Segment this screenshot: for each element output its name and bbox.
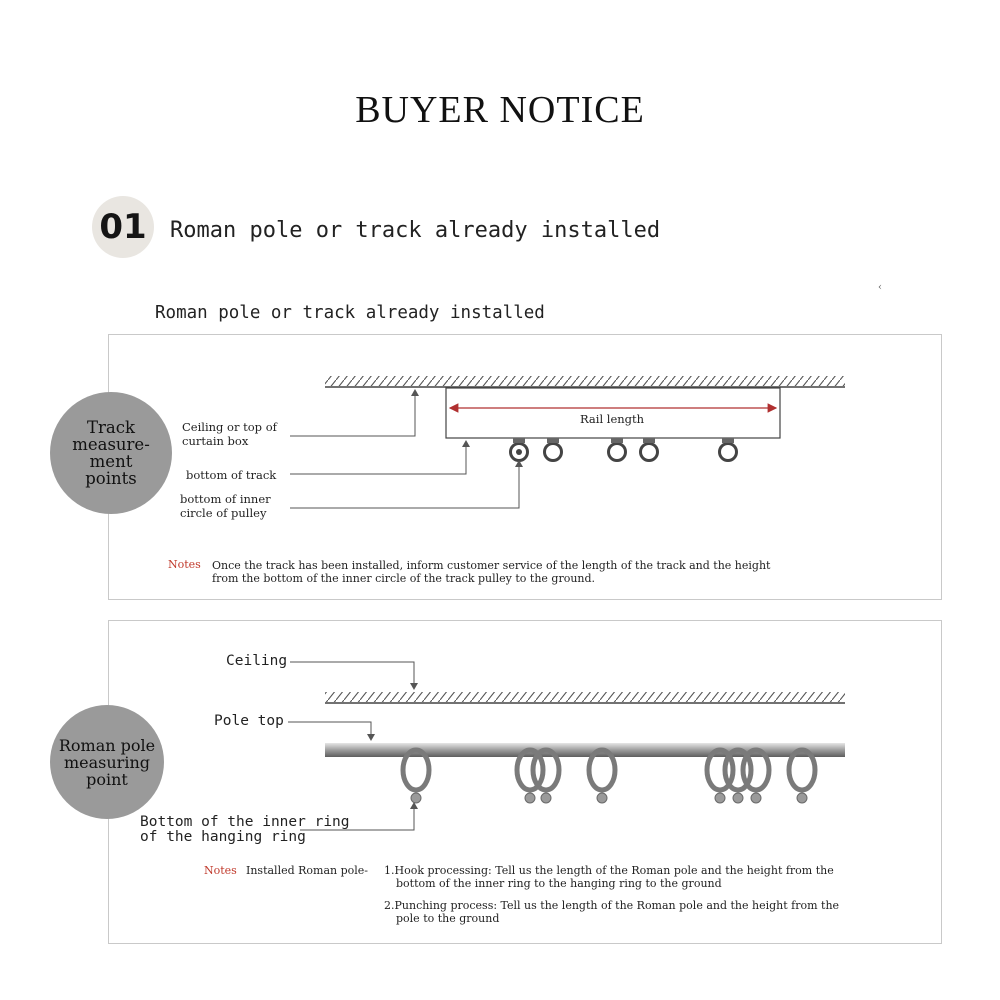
pole-notes-item-1: 1.Hook processing: Tell us the length of the Roman pole and the height from the bottom of the inner ring to the hanging ring to the ground — [384, 864, 834, 890]
hanging-ring — [403, 750, 429, 803]
hanging-ring — [589, 750, 615, 803]
circle-line: ment — [89, 452, 133, 471]
pole-top-label: Pole top — [214, 713, 284, 729]
pole-ceiling — [325, 692, 845, 703]
section-heading: Roman pole or track already installed — [170, 218, 661, 243]
hanging-ring — [517, 750, 543, 803]
track-pulleys — [511, 438, 737, 461]
circle-line: measuring — [63, 752, 150, 772]
roman-pole-measuring-point-circle — [50, 705, 164, 819]
pulley — [545, 438, 562, 461]
hanging-ring — [789, 750, 815, 803]
circle-line: Roman pole — [58, 735, 156, 755]
pulley-label: bottom of inner circle of pulley — [180, 492, 271, 520]
bottom-of-track-label: bottom of track — [186, 468, 277, 482]
pulley — [641, 438, 658, 461]
hanging-rings — [403, 750, 815, 803]
ceiling-label: Ceiling — [226, 653, 288, 669]
pulley — [609, 438, 626, 461]
circle-line: Track — [87, 418, 135, 437]
track-notes-text: Once the track has been installed, inform customer service of the length of the track and the height from the bottom of the inner circle of the track pulley to the ground. — [212, 559, 771, 585]
pole-notes-item-2: 2.Punching process: Tell us the length of the Roman pole and the height from the pole to the ground — [384, 899, 840, 925]
track-measurement-points-circle — [50, 392, 172, 514]
ceiling-label: Ceiling or top of curtain box — [182, 420, 277, 448]
diagram-heading: Roman pole or track already installed — [155, 303, 545, 323]
pole-notes-prefix: Installed Roman pole- — [246, 864, 369, 877]
corner-mark: ‹ — [878, 282, 882, 293]
hanging-ring — [743, 750, 769, 803]
track-notes-label: Notes — [168, 558, 201, 571]
pulley — [720, 438, 737, 461]
page-title: BUYER NOTICE — [355, 89, 645, 131]
pole-notes-label: Notes — [204, 864, 237, 877]
inner-ring-label: Bottom of the inner ring of the hanging ring — [140, 814, 350, 845]
circle-line: point — [86, 769, 128, 789]
circle-line: points — [85, 469, 137, 488]
pulley — [511, 438, 528, 461]
section-number-badge: 01 — [92, 196, 154, 258]
track-ceiling — [325, 376, 845, 387]
circle-line: measure- — [72, 435, 150, 454]
hanging-ring — [533, 750, 559, 803]
rail-length-label: Rail length — [580, 412, 645, 426]
